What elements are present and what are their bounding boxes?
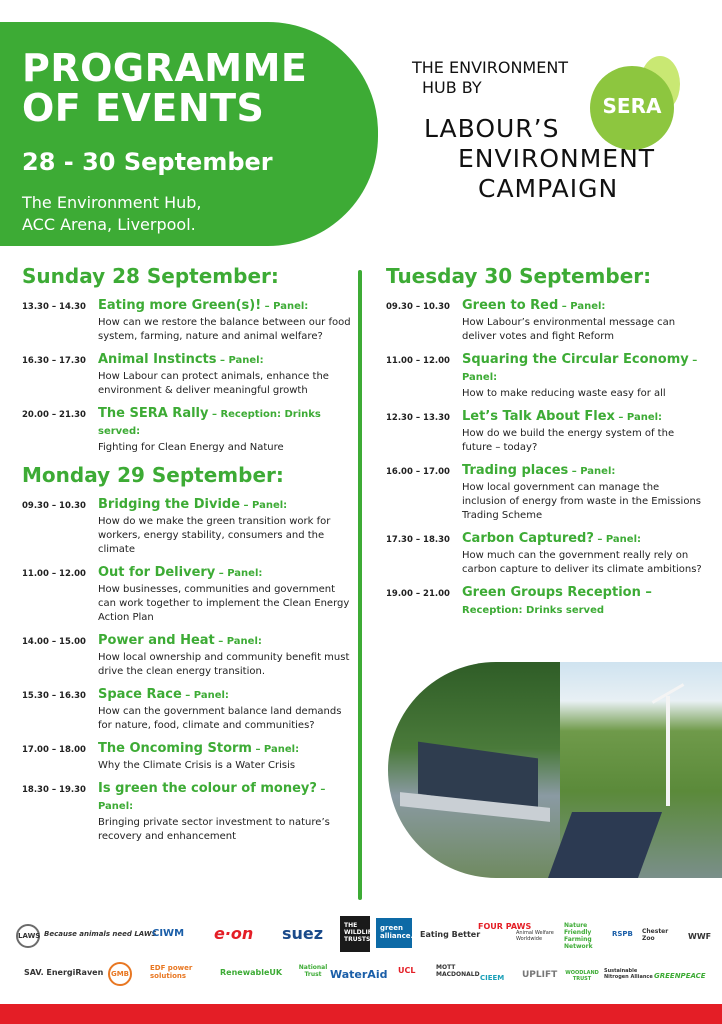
event-type-tag: – Panel: [98,784,326,812]
monday-events [22,497,352,844]
event-description: How Labour’s environmental message can deliver votes and fight Reform [462,317,676,342]
event-body [98,352,352,398]
event-row [22,298,352,344]
tuesday-heading: Tuesday 30 September: [386,264,652,288]
event-time: 11.00 – 12.00 [386,356,450,366]
sunday-heading: Sunday 28 September: [22,264,279,288]
title-line-2: OF EVENTS [22,86,265,130]
event-title-text: Power and Heat [98,633,215,648]
hero-photo [388,662,722,878]
brand-tagline-line-1: THE ENVIRONMENT [412,58,569,77]
event-title-text: Animal Instincts [98,352,217,367]
event-row [22,565,352,625]
event-title-text: Carbon Captured? [462,531,594,546]
event-title-text: Bridging the Divide [98,497,241,512]
event-title-text: Space Race [98,687,182,702]
event-type-tag: – Panel: [215,568,263,579]
event-body [98,781,352,844]
sunday-events [22,298,352,455]
suez-logo: suez [282,924,324,943]
event-title [98,406,352,440]
event-body [98,406,352,455]
event-time: 12.30 – 13.30 [386,413,450,423]
event-title-text: Green to Red [462,298,559,313]
event-time: 17.30 – 18.30 [386,535,450,545]
event-row [22,741,352,773]
event-type-tag: – Panel: [216,355,264,366]
event-type-tag: – Panel: [261,301,309,312]
event-body [98,633,352,679]
sav-energiraven-logo: SAV. EnergiRaven [24,968,104,977]
event-description: How local government can manage the inclusion of energy from waste in the Emissions Trading Scheme [462,482,701,521]
woodland-trust-logo: WOODLAND TRUST [565,970,599,982]
event-title [462,409,706,426]
ciwm-logo: CIWM [152,928,185,939]
event-time: 15.30 – 16.30 [22,691,86,701]
event-type-tag: Reception: Drinks served [462,605,605,616]
edf-logo: EDF power solutions [150,964,193,980]
event-title [98,565,352,582]
greenpeace-logo: GREENPEACE [654,972,706,980]
venue-line-1: The Environment Hub, [22,193,202,212]
event-title [462,298,706,315]
rspb-logo: RSPB [612,930,633,938]
event-type-tag: – Panel: [214,636,262,647]
venue [22,192,282,236]
event-row [386,531,706,577]
event-body [98,298,352,344]
event-description: How Labour can protect animals, enhance the environment & deliver meaningful growth [98,371,329,396]
event-title [98,497,352,514]
event-row [386,409,706,455]
event-title-text: The Oncoming Storm [98,741,252,756]
event-title-text: The SERA Rally [98,406,209,421]
event-body [462,352,706,401]
event-time: 16.30 – 17.30 [22,356,86,366]
event-type-tag: – Reception: Drinks served: [98,409,321,437]
event-time: 13.30 – 14.30 [22,302,86,312]
event-description: How much can the government really rely on carbon capture to deliver its climate ambitions? [462,550,702,575]
event-body [462,463,706,523]
event-type-tag: – Panel: [181,690,229,701]
event-time: 14.00 – 15.00 [22,637,86,647]
event-time: 17.00 – 18.00 [22,745,86,755]
national-trust-logo: National Trust [298,964,328,978]
laws-tagline: Because animals need LAWS [44,930,157,938]
brand-name [424,114,714,204]
laws-logo: LAWS [16,924,40,948]
event-body [98,687,352,733]
event-description: How to make reducing waste easy for all [462,388,666,399]
brand-tagline [412,58,592,98]
eating-better-logo: Eating Better [420,930,481,939]
sera-brand [412,50,712,210]
animal-welfare-logo: Animal Welfare Worldwide [516,930,554,942]
event-type-tag: – Panel: [593,534,642,545]
event-time: 20.00 – 21.30 [22,410,86,420]
event-body [98,565,352,625]
event-type-tag: – Panel: [240,500,288,511]
event-row [22,687,352,733]
event-title [462,352,706,386]
uplift-logo: UPLIFT [522,970,558,980]
event-body [462,298,706,344]
brand-tagline-line-2: HUB BY [422,78,482,97]
wildlife-trusts-logo: THE WILDLIFE TRUSTS [340,916,370,952]
event-description: How local ownership and community benefit must drive the clean energy transition. [98,652,350,677]
event-type-tag: – Panel: [462,355,698,383]
title-line-1: PROGRAMME [22,46,308,90]
event-title [98,298,352,315]
renewableuk-logo: RenewableUK [220,968,283,977]
event-title-text: Eating more Green(s)! [98,298,262,313]
event-body [462,409,706,455]
event-type-tag: – Panel: [568,466,616,477]
event-dates: 28 - 30 September [22,148,273,176]
sponsor-logos [12,912,712,1002]
event-row [22,406,352,455]
event-row [386,298,706,344]
column-divider [358,270,362,900]
header-banner [0,22,378,246]
gmb-logo: GMB [108,962,132,986]
brand-name-line-3: CAMPAIGN [478,174,619,203]
monday-heading: Monday 29 September: [22,463,284,487]
event-description: How do we make the green transition work for workers, energy stability, consumers and the climate [98,516,331,555]
event-title [462,531,706,548]
event-time: 19.00 – 21.00 [386,589,450,599]
event-row [22,633,352,679]
right-column [386,264,706,627]
event-row [22,497,352,557]
event-row [386,352,706,401]
event-type-tag: – Panel: [614,412,663,423]
photo-wind-turbine [666,696,670,806]
event-title [98,741,352,758]
event-description: How can the government balance land demands for nature, food, climate and communities? [98,706,342,731]
brand-name-line-1: LABOUR’S [424,114,560,143]
green-alliance-logo: green alliance. [376,918,412,948]
event-time: 11.00 – 12.00 [22,569,86,579]
event-body [462,585,706,619]
event-title [98,781,352,815]
sera-badge: SERA [602,94,662,118]
tuesday-events [386,298,706,619]
event-title [462,585,706,619]
eon-logo: e·on [214,924,254,943]
event-description: How do we build the energy system of the future – today? [462,428,675,453]
event-title-text: Let’s Talk About Flex [462,409,615,424]
event-type-tag: – Panel: [558,301,606,312]
event-title-text: Squaring the Circular Economy [462,352,689,367]
event-title-text: Is green the colour of money? [98,781,317,796]
event-row [22,781,352,844]
page-title [22,48,307,128]
event-row [386,585,706,619]
event-description: How businesses, communities and government can work together to implement the Clean Energy Action Plan [98,584,350,623]
event-title [98,687,352,704]
event-time: 09.30 – 10.30 [386,302,450,312]
event-row [386,463,706,523]
four-paws-logo: FOUR PAWS [478,922,532,931]
footer-bar [0,1004,722,1024]
event-title [98,633,352,650]
sustainable-nitrogen-alliance-logo: Sustainable Nitrogen Alliance [604,968,653,980]
event-title [462,463,706,480]
event-body [462,531,706,577]
event-time: 09.30 – 10.30 [22,501,86,511]
event-title-text: Out for Delivery [98,565,216,580]
left-column [22,264,352,852]
venue-line-2: ACC Arena, Liverpool. [22,215,196,234]
event-time: 16.00 – 17.00 [386,467,450,477]
mott-macdonald-logo: MOTT MACDONALD [436,964,480,978]
event-description: Why the Climate Crisis is a Water Crisis [98,760,296,771]
brand-name-line-2: ENVIRONMENT [458,144,656,173]
event-title-text: Trading places [462,463,569,478]
ucl-logo: UCL [398,966,416,975]
wwf-logo: WWF [688,932,712,941]
event-body [98,741,352,773]
nature-friendly-farming-logo: Nature Friendly Farming Network [564,922,593,950]
wateraid-logo: WaterAid [330,968,388,981]
event-description: Bringing private sector investment to nature’s recovery and enhancement [98,817,330,842]
event-time: 18.30 – 19.30 [22,785,86,795]
chester-zoo-logo: Chester Zoo [642,928,669,942]
event-title [98,352,352,369]
event-description: How can we restore the balance between our food system, farming, nature and animal welfare? [98,317,351,342]
event-row [22,352,352,398]
event-title-text: Green Groups Reception – [462,585,652,600]
event-description: Fighting for Clean Energy and Nature [98,442,284,453]
event-type-tag: – Panel: [251,744,300,755]
cieem-logo: CIEEM [480,974,505,982]
event-body [98,497,352,557]
